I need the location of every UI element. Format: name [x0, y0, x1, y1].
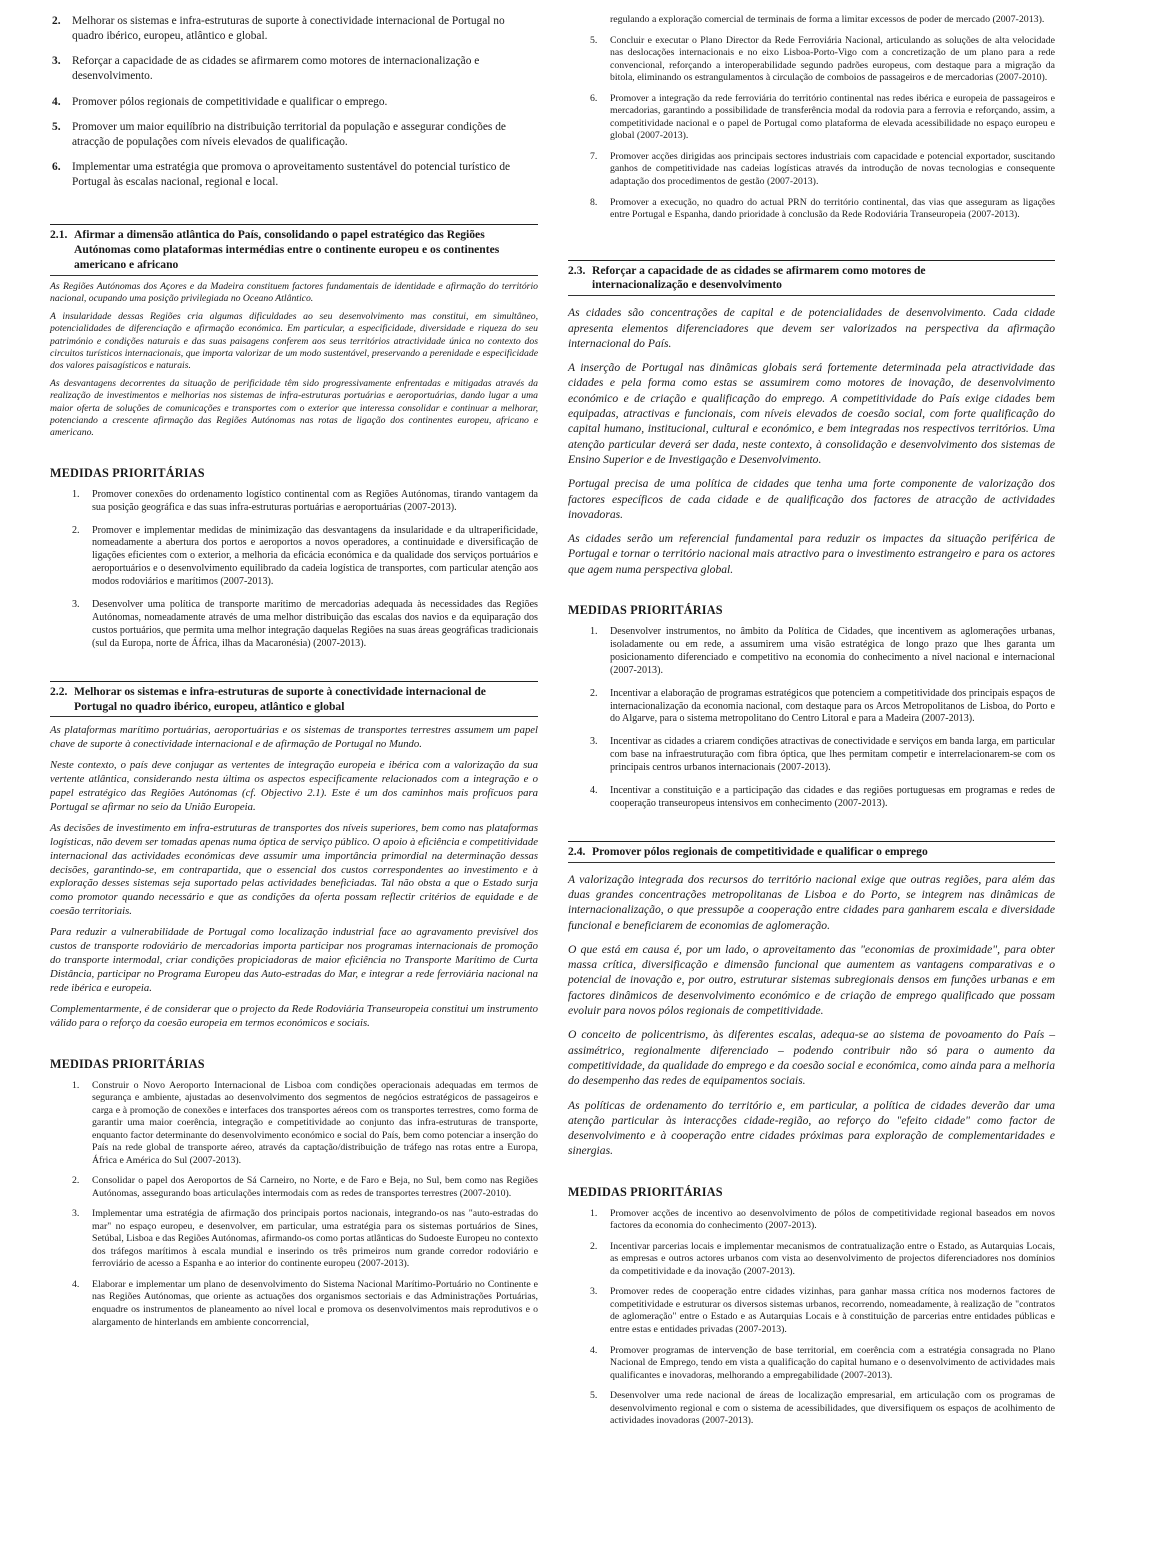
intro-paragraph: A insularidade dessas Regiões cria algumas dificuldades ao seu desenvolvimento mas constitui, em simultâneo, potencialidades de diferenciação e afirmação económica. Em particular, a especificidade, diversidade e riqueza do seu património e condições naturais e das suas paisagens conferem aos seus territórios atractividade única no contexto dos circuitos turísticos internacionais, que importa valorizar de um modo sustentável, preservando a perenidade e especificidade dos valores paisagísticos e naturais. [50, 310, 538, 372]
left-column [50, 14, 538, 1337]
measures-heading: MEDIDAS PRIORITÁRIAS [50, 1056, 205, 1071]
measure-item: 1. Promover conexões do ordenamento logístico continental com as Regiões Autónomas, tirando vantagem da sua posição geográfica e das suas infra-estruturas portuárias e aeroportuárias (2007-2013). [72, 488, 538, 513]
objective-item: 6. Implementar uma estratégia que promova o aproveitamento sustentável do potencial turístico de Portugal às escalas nacional, regional e local. [52, 161, 511, 189]
section-intro [568, 872, 1055, 1159]
intro-paragraph: O conceito de policentrismo, às diferentes escalas, adequa-se ao sistema de povoamento do País – assimétrico, regionalmente diferenciado – podendo contribuir não só para o aumento da competitividade, da qualidade do emprego e da coesão social e económica, como ainda para a melhoria do desempenho das redes de equipamentos sociais. [568, 1028, 1055, 1088]
section-intro [568, 305, 1055, 577]
measure-item: 8. Promover a execução, no quadro do actual PRN do território continental, das vias que asseguram as ligações entre Portugal e Espanha, dando prioridade à conclusão da Rede Rodoviária Transeuropeia (2007-2013). [590, 196, 1055, 221]
measure-item: 2. Incentivar a elaboração de programas estratégicos que potenciem a competitividade dos principais espaços de internacionalização da economia nacional, com destaque para os Arcos Metropolitanos de Lisboa, do Porto e do Algarve, para o sistema metropolitano do Centro Litoral e para a Madeira (2007-2013). [590, 687, 1055, 725]
measures-list-continued [568, 35, 1055, 222]
section-2-4 [568, 841, 1055, 1428]
objective-item: 5. Promover um maior equilíbrio na distribuição territorial da população e assegurar condições de atracção de populações com níveis elevados de qualificação. [52, 120, 506, 148]
intro-paragraph: As políticas de ordenamento do território e, em particular, a política de cidades deverão dar uma atenção particular às interacções cidade-região, ao reforço do "efeito cidade" como factor de desenvolvimento e à cooperação entre cidades próximas para exploração de complementaridades e sinergias. [568, 1098, 1055, 1158]
measures-list [50, 489, 538, 651]
measure-item: 3. Promover redes de cooperação entre cidades vizinhas, para ganhar massa crítica nos modernos factores de competitividade e estruturar os diversos sistemas urbanos, recorrendo, nomeadamente, à realização de "contratos de aglomeração" entre o Estado e as Autarquias Locais e à constituição de parcerias entre entidades públicas e entre estas e entidades privadas (2007-2013). [590, 1286, 1055, 1335]
section-2-2 [50, 681, 538, 1329]
intro-paragraph: A valorização integrada dos recursos do território nacional exige que outras regiões, para além das duas grandes concentrações metropolitanas de Lisboa e do Porto, se integrem nas dinâmicas de internacionalização, o que pressupõe a cooperação entre cidades para ganharem escala e diversidade funcional e beneficiarem de economias de aglomeração. [568, 872, 1055, 932]
measures-heading: MEDIDAS PRIORITÁRIAS [568, 602, 723, 617]
measure-item: 1. Construir o Novo Aeroporto Internacional de Lisboa com condições operacionais adequadas em termos de segurança e ambiente, ajustadas ao desenvolvimento dos segmentos de negócios estratégicos de passageiros e carga e à promoção de conexões e interfaces dos transportes aéreos com os transportes terrestres, como forma de garantir uma maior coerência, integração e competitividade ao conjunto das infra-estruturas de transporte, enquanto factor determinante do desenvolvimento económico e social do País, bem como potenciar a inserção do País na rede global de transporte aéreo, através da captação/distribuição de tráfego nas rotas entre a Europa, África e América do Sul (2007-2013). [72, 1079, 538, 1166]
measures-list [50, 1080, 538, 1330]
measures-list [568, 1208, 1055, 1428]
measure-item: 4. Elaborar e implementar um plano de desenvolvimento do Sistema Nacional Marítimo-Portuário no Continente e nas Regiões Autónomas, que oriente as actuações dos organismos sectoriais e das Administrações Portuárias, enquadre os instrumentos de planeamento ao nível local e promova os desenvolvimentos mais reprodutivos e o alargamento de hinterlands em ambiente concorrencial, [72, 1278, 538, 1328]
measure-item: 6. Promover a integração da rede ferroviária do território continental nas redes ibérica e europeia de passageiros e mercadorias, garantindo a possibilidade de transferência modal da rodovia para a ferrovia e reforçando, assim, a competitividade nacional e o papel de Portugal como plataforma de elevada acessibilidade no espaço europeu e global (2007-2013). [590, 92, 1055, 142]
measure-item: 3. Desenvolver uma política de transporte marítimo de mercadorias adequada às necessidades das Regiões Autónomas, nomeadamente através de uma melhor distribuição das escalas dos navios e da equiparação dos custos portuários, que permita uma melhor integração daquelas Regiões na suas áreas geográficas tradicionais (sul da Europa, norte de África, ilhas da Macaronésia) (2007-2013). [72, 599, 538, 649]
objective-item: 4. Promover pólos regionais de competitividade e qualificar o emprego. [52, 95, 388, 108]
intro-paragraph: As cidades são concentrações de capital e de potencialidades de desenvolvimento. Cada cidade apresenta elementos diferenciadores que devem ser valorizados na perspectiva da afirmação internacional do País. [568, 306, 1055, 350]
measure-item: 2. Consolidar o papel dos Aeroportos de Sá Carneiro, no Norte, e de Faro e Beja, no Sul, bem como nas Regiões Autónomas, assegurando boas articulações intermodais com as redes de transportes terrestres (2007-2010). [72, 1175, 538, 1199]
intro-paragraph: As desvantagens decorrentes da situação de perificidade têm sido progressivamente enfrentadas e mitigadas através da realização de investimentos e melhorias nos sistemas de infra-estruturas portuárias e aeroportuárias, dando lugar a uma maior oferta de soluções de comunicações e transportes com o exterior que interessa consolidar e continuar a melhorar, potenciando a crescente afirmação das Regiões Autónomas nas rotas de ligação dos continentes europeu, africano e americano. [50, 377, 538, 439]
intro-paragraph: A inserção de Portugal nas dinâmicas globais será fortemente determinada pela atractividade das cidades e pela forma como estas se assumirem como motores de inovação, de desenvolvimento económico e de criação e qualificação do emprego. A competitividade do País exige cidades bem equipadas, atractivas e funcionais, com níveis elevados de coesão social, com forte qualificação do capital humano, institucional, cultural e económico, e bem integradas nos respectivos territórios. Uma atenção particular deverá ser dada, neste contexto, à consolidação e desenvolvimento dos sistemas de Ensino Superior e de Investigação e Desenvolvimento. [568, 361, 1055, 466]
intro-paragraph: Portugal precisa de uma política de cidades que tenha uma forte componente de valorização dos factores específicos de cada cidade e de qualificação dos factores de atracção de actividades inovadoras. [568, 477, 1055, 521]
measures-heading: MEDIDAS PRIORITÁRIAS [568, 1184, 723, 1199]
intro-paragraph: As decisões de investimento em infra-estruturas de transportes dos níveis superiores, bem como nas plataformas logísticas, não devem ser tomadas apenas numa óptica de serviço público. O apoio à eficiência e competitividade internacional das actividades económicas deve assumir uma importância primordial na determinação dessas decisões, garantindo-se, em contrapartida, que o essencial dos custos correspondentes ao investimento e à exploração desses sistemas seja suportado pelas actividades beneficiadas. Tal não obsta a que o Estado surja como promotor quando necessário e que as condições da oferta possam reflectir critérios de equidade e de coesão territoriais. [50, 821, 538, 918]
measure-item: 4. Incentivar a constituição e a participação das cidades e das regiões portuguesas em programas e redes de cooperação transeuropeus intensivos em conhecimento (2007-2013). [590, 785, 1055, 809]
measure-item: 3. Implementar uma estratégia de afirmação dos principais portos nacionais, integrando-os nas "auto-estradas do mar" no espaço europeu, e desenvolver, em particular, uma estratégia para os sistemas portuários de Sines, Setúbal, Lisboa e das Regiões Autónomas, afirmando-os como portas atlânticas do Sudoeste Europeu no contexto dos tráfegos marítimos à escala mundial e inserindo os três primeiros num grande corredor rodoviário e ferroviário de acesso a Espanha e ao interior do continente europeu (2007-2013). [72, 1208, 538, 1270]
measure-item: 7. Promover acções dirigidas aos principais sectores industriais com capacidade e potencial exportador, suscitando ganhos de competitividade nas cadeias logísticas através da introdução de novas tecnologias e consequente adaptação dos procedimentos de gestão (2007-2013). [590, 150, 1055, 187]
intro-paragraph: Para reduzir a vulnerabilidade de Portugal como localização industrial face ao agravamento previsível dos custos de transporte rodoviário de mercadorias importa participar nos programas internacionais de promoção do transporte intermodal, criar condições propiciadoras de maior eficiência no Transporte Marítimo de Curta Distância, participar no Programa Europeu das Auto-estradas do Mar, e integrar a rede ferroviária nacional na rede ibérica e europeia. [50, 926, 538, 994]
measures-list [568, 626, 1055, 811]
measure-item: 2. Promover e implementar medidas de minimização das desvantagens da insularidade e da ultraperificidade, nomeadamente a abertura dos portos e aeroportos a novos operadores, a continuidade e diversificação de ligações eficientes com o exterior, a melhoria da eficácia económica e da qualidade dos serviços portuários e aeroportuários e o desenvolvimento equilibrado da cadeia logística de transportes, com particular atenção aos modos rodoviários e marítimos (2007-2013). [72, 524, 538, 588]
measures-heading: MEDIDAS PRIORITÁRIAS [50, 465, 205, 480]
intro-paragraph: Complementarmente, é de considerar que o projecto da Rede Rodoviária Transeuropeia constitui um instrumento válido para o reforço da coesão europeia em termos económicos e sociais. [50, 1002, 538, 1029]
measure-item: 3. Incentivar as cidades a criarem condições atractivas de conectividade e serviços em banda larga, em particular com base na infraestruturação com fibra óptica, que lhes permitam competir e interrelacionarem-se com os principais centros urbanos internacionais (2007-2013). [590, 736, 1055, 774]
measure-item: 5. Concluir e executar o Plano Director da Rede Ferroviária Nacional, articulando as soluções de alta velocidade nas deslocações internacionais e no eixo Lisboa-Porto-Vigo com a concretização de um plano para a rede convencional, reforçando a interoperabilidade segundo padrões europeus, com destaque para a migração da bitola, eliminando os estrangulamentos à circulação de comboios de passageiros e de mercadorias (2007-2010). [590, 34, 1055, 84]
section-intro [50, 724, 538, 1030]
measure-item: 5. Desenvolver uma rede nacional de áreas de localização empresarial, em articulação com os programas de desenvolvimento regional e com o sistema de acessibilidades, que diversifiquem os espaços de acolhimento de actividades inovadoras (2007-2013). [590, 1390, 1055, 1427]
intro-paragraph: As plataformas marítimo portuárias, aeroportuárias e os sistemas de transportes terrestres assumem um papel chave de suporte à conectividade internacional e de afirmação de Portugal no Mundo. [50, 724, 538, 751]
section-2-1 [50, 224, 538, 650]
objective-item: 2. Melhorar os sistemas e infra-estruturas de suporte à conectividade internacional de Portugal no quadro ibérico, europeu, atlântico e global. [52, 15, 505, 43]
section-2-3 [568, 260, 1055, 811]
section-intro [50, 281, 538, 440]
intro-paragraph: As cidades serão um referencial fundamental para reduzir os impactes da situação periférica de Portugal e tornar o território nacional mais atractivo para o investimento estrangeiro e para os actores que agem numa perspectiva global. [568, 532, 1055, 576]
intro-paragraph: O que está em causa é, por um lado, o aproveitamento das "economias de proximidade", para obter massa crítica, diversificação e dimensão funcional que aumentem as vantagens comparativas e o potencial de inovação e, por outro, estruturar sistemas subregionais densos em funções urbanas e em factores dinâmicos de desenvolvimento económico e de criação de emprego qualificado que possam evoluir para novos pólos regionais de competitividade. [568, 942, 1055, 1018]
right-column [568, 14, 1055, 1436]
section-heading: 2.2. Melhorar os sistemas e infra-estruturas de suporte à conectividade internacional de Portugal no quadro ibérico, europeu, atlântico e global [50, 681, 538, 718]
measure-item: 1. Promover acções de incentivo ao desenvolvimento de pólos de competitividade regional baseados em novos factores da economia do conhecimento (2007-2013). [590, 1207, 1055, 1232]
objectives-list [50, 14, 538, 190]
measure-item: 2. Incentivar parcerias locais e implementar mecanismos de contratualização entre o Estado, as Autarquias Locais, as empresas e outros actores urbanos com vista ao desenvolvimento de projectos diferenciadores nos domínios da competitividade e da inovação (2007-2013). [590, 1240, 1055, 1277]
measure-item: 1. Desenvolver instrumentos, no âmbito da Política de Cidades, que incentivem as aglomerações urbanas, isoladamente ou em rede, a assumirem uma visão estratégica de longo prazo que lhes garanta um posicionamento diferenciado e competitivo na economia do conhecimento a nível nacional e internacional (2007-2013). [590, 625, 1055, 676]
section-heading: 2.4. Promover pólos regionais de competitividade e qualificar o emprego [568, 841, 1055, 863]
intro-paragraph: Neste contexto, o país deve conjugar as vertentes de integração europeia e ibérica com a valorização da sua vertente atlântica, considerando nesta última os aspectos especificamente relacionados com a integração e o papel estratégico das Regiões Autónomas (cf. Objectivo 2.1). Este é um dos caminhos mais profícuos para Portugal se afirmar no seio da União Europeia. [50, 759, 538, 813]
objective-item: 3. Reforçar a capacidade de as cidades se afirmarem como motores de internacionalização e desenvolvimento. [52, 55, 480, 83]
continued-text: regulando a exploração comercial de terminais de forma a limitar excessos de poder de mercado (2007-2013). [610, 14, 1045, 25]
section-heading: 2.3. Reforçar a capacidade de as cidades se afirmarem como motores de internacionalização e desenvolvimento [568, 260, 1055, 297]
measure-item: 4. Promover programas de intervenção de base territorial, em coerência com a estratégia consagrada no Plano Nacional de Emprego, tendo em vista a qualificação do capital humano e o desenvolvimento de actividades mais qualificantes e inovadoras, melhorando a empregabilidade (2007-2013). [590, 1344, 1055, 1381]
section-heading: 2.1. Afirmar a dimensão atlântica do País, consolidando o papel estratégico das Regiões Autónomas como plataformas intermédias entre o continente europeu e os continentes americano e africano [50, 224, 538, 275]
intro-paragraph: As Regiões Autónomas dos Açores e da Madeira constituem factores fundamentais de identidade e afirmação do território nacional, ocupando uma posição privilegiada no Oceano Atlântico. [50, 280, 538, 305]
